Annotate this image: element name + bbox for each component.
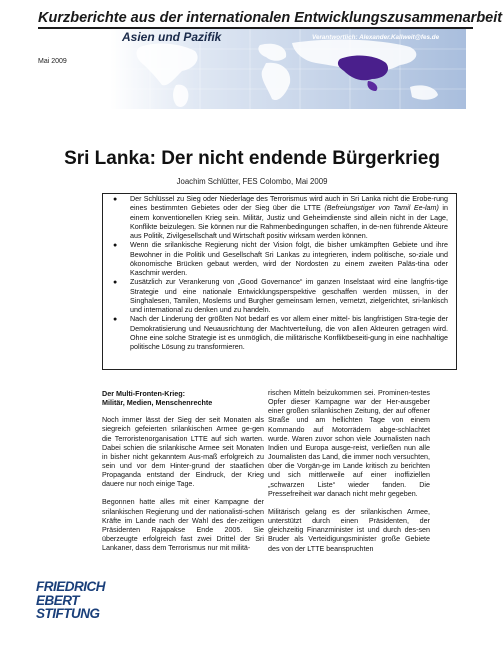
bullet-icon: ● [113,196,118,203]
byline: Joachim Schlütter, FES Colombo, Mai 2009 [176,177,328,186]
summary-text: Nach der Linderung der größten Not bedarf es vor allem einer mittel- bis langfristigen Stra-tegie der Demokratisierung und Neuausrichtung der Machtverteilung, die von allen Akteuren getragen wird. Ohne eine solche Strategie ist es unmöglich, die militärische Konfliktbeseiti-gung in eine nachhaltige politische Lösung zu transformieren. [130,315,448,351]
summary-text: Zusätzlich zur Verankerung von „Good Governance“ im ganzen Inselstaat wird eine langfris-tige Strategie und eine nationale Entwicklungsperspektive geschaffen werden müssen, in der Singhalesen, Tamilen, Moslems und Burgher gemeinsam lernen, vernetzt, zielgerichtet, sri-lankisch und international zu denken und zu handeln. [130,278,448,314]
summary-item [112,241,448,278]
fes-logo [36,580,126,621]
body-column-left [102,389,264,553]
region-label: Asien und Pazifik [122,30,222,44]
bullet-icon: ● [113,279,118,287]
body-paragraph: Noch immer lässt der Sieg der seit Monaten als siegreich gefeierten srilankischen Armee ge-gen die Terroristenorganisation LTTE auf sich warten. Dabei schien die srilankische Armee seit Monaten in bisher nicht gekanntem Aus-maß erfolgreich zu sein und vor dem Hinter-grund der staatlichen Propaganda entstand der Eindruck, der Krieg dauere nur noch einige Tage. [102,416,264,489]
summary-list [112,195,448,352]
publication-date: Mai 2009 [38,58,67,65]
summary-item [112,278,448,315]
body-column-right [268,389,430,554]
summary-box [102,193,457,370]
bullet-icon: ● [113,316,118,324]
summary-item [112,195,448,241]
summary-text-italic: (Befreiungstiger von Tamil Ee-lam) [324,204,439,213]
logo-line: EBERT [36,592,80,608]
page-title: Sri Lanka: Der nicht endende Bürgerkrieg [64,148,440,169]
summary-item [112,315,448,352]
logo-line: STIFTUNG [36,606,100,621]
summary-text: in einem konventionellen Krieg sein. Militär, Justiz und Geheimdienste sind allein nicht in der Lage, Konflikte beizulegen. Sie können nur die Rahmenbedingungen schaffen, in de-nen führende Akteure aus Politik, Zivilgesellschaft und Wirtschaft positiv wirksam werden können. [130,204,448,240]
responsible-contact[interactable]: Verantwortlich: Alexander.Kallweit@fes.de [312,34,440,41]
body-paragraph: rischen Mitteln beizukommen sei. Prominen-testes Opfer dieser Kampagne war der Her-ausgeber einer großen srilankischen Zeitung, der auf offener Straße und am hellichten Tage von einem Kommando auf Motorrädern abge-schlachtet wurde. Waren zuvor schon viele Journalisten nach Indien und Europa ausge-reist, verließen nun alle Journalisten das Land, die immer noch versuchten, über die Vorgän-ge im Lande kritisch zu berichten und sich mittlerweile auf einer inoffiziellen „schwarzen Liste“ wieder fanden. Die Pressefreiheit war danach nicht mehr gegeben. [268,389,430,498]
summary-text: Wenn die srilankische Regierung nicht der Vision folgt, die bisher umkämpften Gebiete und ihre Bewohner in die Politik und Gesellschaft Sri Lankas zu integrieren, indem politische, so-ziale und ökonomische Brücken gebaut werden, wird der Nordosten zu einem zweiten Paläs-tina oder Kaschmir werden. [130,241,448,277]
series-title: Kurzberichte aus der internationalen Entwicklungszusammenarbeit [38,10,503,26]
section-subtitle: Militär, Medien, Menschenrechte [102,398,213,408]
logo-line: FRIEDRICH [36,579,105,594]
body-paragraph: Begonnen hatte alles mit einer Kampagne der srilankischen Regierung und der nationalisti-schen Kräfte im Lande nach der Wahl des der-zeitigen Präsidenten Rajapakse Ende 2005. Sie überzeugte erfolgreich fast zwei Drittel der Sri Lankaner, dass dem Terrorismus nur mit militä- [102,498,264,553]
body-paragraph: Militärisch gelang es der srilankischen Armee, unterstützt durch einen Präsidenten, der gleichzeitig Finanzminister ist und durch des-sen Bruder als Verteidigungsminister große Gebiete des von der LTTE beanspruchten [268,507,430,553]
summary-text: Der Schlüssel zu Sieg oder Niederlage des Terrorismus wird auch in Sri Lanka nicht die Erobe-rung eines bestimmten Gebietes oder der Sieg über die LTTE [130,195,448,213]
section-title: Der Multi-Fronten-Krieg: [102,389,186,398]
bullet-icon: ● [113,242,118,250]
